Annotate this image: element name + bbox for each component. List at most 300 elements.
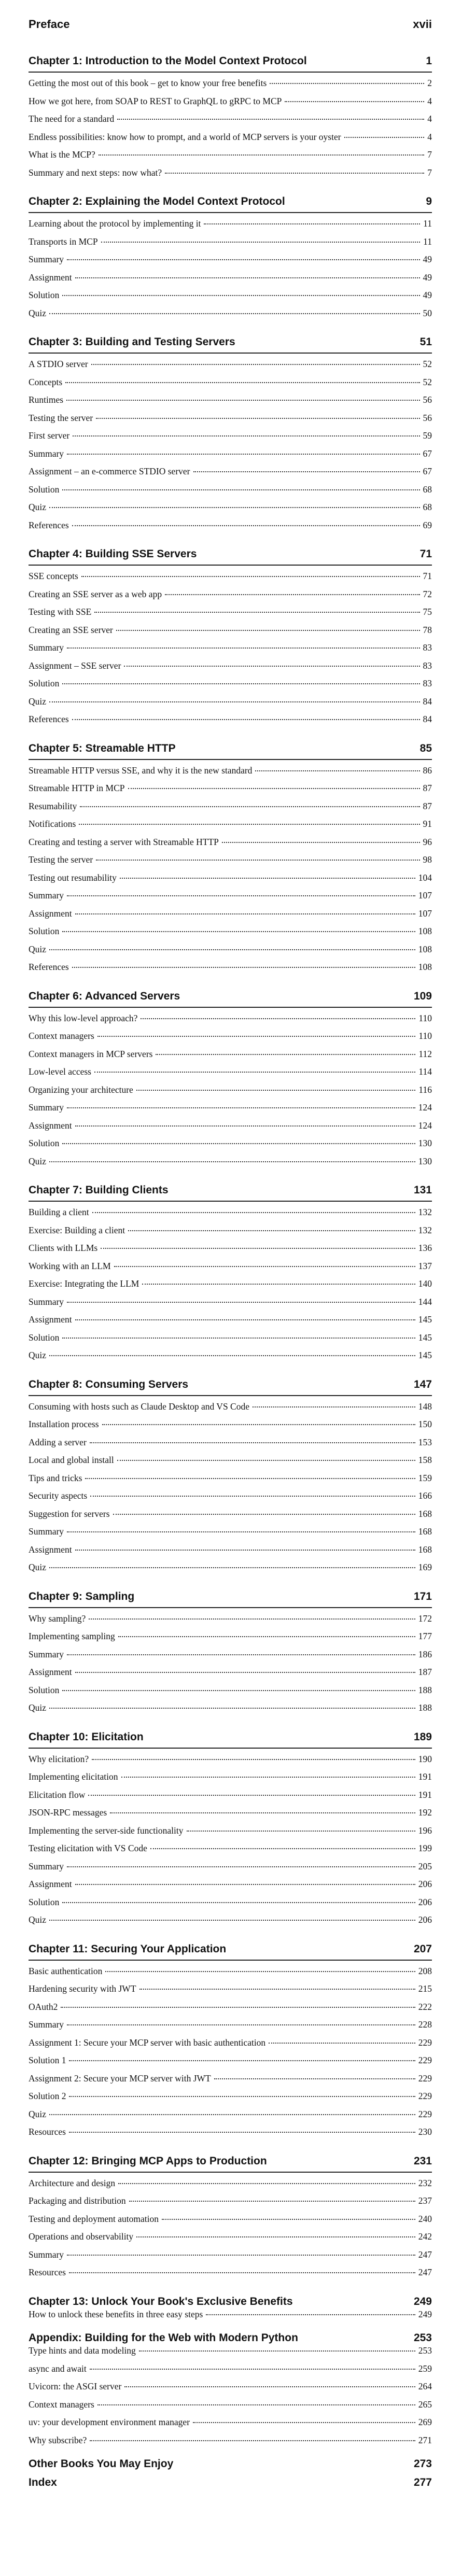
chapter-heading[interactable] <box>29 1378 432 1396</box>
entry-title: Hardening security with JWT <box>29 1983 136 1994</box>
chapter-heading[interactable] <box>29 2458 432 2471</box>
entry-title: Assignment <box>29 272 72 283</box>
entry-title: Getting the most out of this book – get to know your free benefits <box>29 78 267 88</box>
entry-title: Exercise: Integrating the LLM <box>29 1278 139 1289</box>
toc-entry[interactable] <box>29 1278 432 1297</box>
toc-entry[interactable] <box>29 236 432 255</box>
entry-page: 7 <box>427 167 432 178</box>
toc-entry[interactable] <box>29 2267 432 2285</box>
entry-page: 166 <box>418 1490 432 1501</box>
entry-title: Quiz <box>29 1350 47 1360</box>
dot-leader <box>222 842 420 843</box>
toc-entry[interactable] <box>29 1419 432 1437</box>
chapter-section <box>29 1378 432 1580</box>
entry-page: 110 <box>418 1031 432 1041</box>
entry-title: Solution <box>29 678 60 688</box>
chapter-section <box>29 55 432 185</box>
dot-leader <box>97 2404 415 2405</box>
entry-title: Operations and observability <box>29 2231 134 2242</box>
entry-title: Solution 1 <box>29 2055 66 2065</box>
chapter-title: Chapter 7: Building Clients <box>29 1184 169 1196</box>
chapter-title: Chapter 3: Building and Testing Servers <box>29 336 235 348</box>
chapter-title: Chapter 12: Bringing MCP Apps to Production <box>29 2155 267 2167</box>
toc-entry[interactable] <box>29 1790 432 1808</box>
chapter-heading[interactable] <box>29 1184 432 1202</box>
entry-title: What is the MCP? <box>29 149 95 160</box>
dot-leader <box>67 1654 415 1655</box>
toc-entry[interactable] <box>29 2019 432 2037</box>
entry-title: Resumability <box>29 800 77 811</box>
chapter-page: 131 <box>413 1184 432 1196</box>
toc-entry[interactable] <box>29 854 432 872</box>
chapter-heading[interactable] <box>29 1590 432 1608</box>
dot-leader <box>102 1424 415 1425</box>
entry-page: 187 <box>418 1667 432 1677</box>
toc-entry[interactable] <box>29 114 432 132</box>
toc-entry[interactable] <box>29 1401 432 1419</box>
toc-entry[interactable] <box>29 2381 432 2399</box>
entry-page: 168 <box>418 1544 432 1555</box>
entry-title: Solution <box>29 1684 60 1695</box>
toc-entry[interactable] <box>29 484 432 502</box>
toc-entry[interactable] <box>29 1807 432 1825</box>
toc-entry[interactable] <box>29 430 432 448</box>
toc-entry[interactable] <box>29 2214 432 2232</box>
dot-leader <box>90 1442 415 1443</box>
toc-entry[interactable] <box>29 783 432 801</box>
toc-entry[interactable] <box>29 642 432 660</box>
toc-entry[interactable] <box>29 2002 432 2020</box>
entry-title: Assignment <box>29 1879 72 1889</box>
toc-entry[interactable] <box>29 359 432 377</box>
toc-entry[interactable] <box>29 1049 432 1067</box>
dot-leader <box>49 1355 415 1356</box>
entry-title: Context managers in MCP servers <box>29 1048 153 1059</box>
toc-entry[interactable] <box>29 2399 432 2417</box>
entry-title: Solution <box>29 484 60 495</box>
entry-title: Assignment – SSE server <box>29 660 121 671</box>
toc-entry[interactable] <box>29 290 432 308</box>
toc-entry[interactable] <box>29 890 432 908</box>
dot-leader <box>62 1143 415 1144</box>
toc-entry[interactable] <box>29 962 432 980</box>
entry-title: Assignment – an e-commerce STDIO server <box>29 466 190 476</box>
toc-entry[interactable] <box>29 1966 432 1984</box>
entry-title: Uvicorn: the ASGI server <box>29 2381 122 2391</box>
toc-entry[interactable] <box>29 466 432 484</box>
toc-entry[interactable] <box>29 1473 432 1491</box>
chapter-page: 277 <box>413 2476 432 2488</box>
entry-page: 264 <box>418 2381 432 2391</box>
dot-leader <box>142 1284 415 1285</box>
entry-title: Summary <box>29 1861 64 1871</box>
entry-page: 190 <box>418 1753 432 1764</box>
entry-title: Quiz <box>29 307 47 318</box>
dot-leader <box>75 1125 415 1127</box>
toc-entry[interactable] <box>29 926 432 944</box>
dot-leader <box>121 1777 415 1778</box>
toc-entry[interactable] <box>29 2055 432 2073</box>
toc-entry[interactable] <box>29 132 432 150</box>
dot-leader <box>128 788 420 789</box>
toc-entry[interactable] <box>29 607 432 625</box>
toc-entry[interactable] <box>29 1243 432 1261</box>
toc-entry[interactable] <box>29 819 432 837</box>
chapter-section <box>29 2458 432 2471</box>
toc-entry[interactable] <box>29 1861 432 1879</box>
toc-entry[interactable] <box>29 502 432 520</box>
toc-entry[interactable] <box>29 625 432 643</box>
chapter-page: 171 <box>413 1590 432 1602</box>
toc-entry[interactable] <box>29 1897 432 1915</box>
entry-title: Summary <box>29 1649 64 1659</box>
dot-leader <box>80 806 419 807</box>
entry-page: 192 <box>418 1807 432 1818</box>
entry-page: 98 <box>423 854 432 865</box>
table-of-contents <box>29 55 432 2490</box>
entry-page: 137 <box>418 1260 432 1271</box>
dot-leader <box>49 313 419 314</box>
dot-leader <box>118 2183 415 2184</box>
toc-entry[interactable] <box>29 1207 432 1225</box>
chapter-section <box>29 990 432 1174</box>
entry-page: 168 <box>418 1526 432 1537</box>
dot-leader <box>113 1514 415 1515</box>
toc-entry[interactable] <box>29 1544 432 1563</box>
entry-page: 237 <box>418 2195 432 2206</box>
dot-leader <box>67 1866 415 1867</box>
toc-entry[interactable] <box>29 2127 432 2145</box>
toc-entry[interactable] <box>29 696 432 714</box>
entry-title: Testing the server <box>29 412 93 423</box>
toc-entry[interactable] <box>29 589 432 607</box>
chapter-heading[interactable] <box>29 2296 432 2309</box>
entry-page: 169 <box>418 1562 432 1572</box>
entry-title: References <box>29 962 69 972</box>
toc-entry[interactable] <box>29 520 432 538</box>
toc-entry[interactable] <box>29 1631 432 1649</box>
chapter-heading[interactable] <box>29 1731 432 1749</box>
entry-title: Context managers <box>29 2399 94 2410</box>
toc-entry[interactable] <box>29 308 432 326</box>
dot-leader <box>67 1107 415 1108</box>
entry-title: Tips and tricks <box>29 1472 82 1483</box>
toc-entry[interactable] <box>29 571 432 589</box>
entry-page: 112 <box>418 1048 432 1059</box>
toc-entry[interactable] <box>29 2091 432 2109</box>
entry-page: 145 <box>418 1350 432 1360</box>
toc-entry[interactable] <box>29 1702 432 1721</box>
dot-leader <box>110 1812 415 1813</box>
entry-page: 215 <box>418 1983 432 1994</box>
toc-entry[interactable] <box>29 1031 432 1049</box>
entry-title: Solution <box>29 926 60 936</box>
entry-page: 130 <box>418 1138 432 1148</box>
toc-entry[interactable] <box>29 2231 432 2249</box>
chapter-page: 9 <box>426 195 432 207</box>
entry-page: 91 <box>423 819 432 829</box>
entry-title: Clients with LLMs <box>29 1243 98 1253</box>
dot-leader <box>120 878 415 879</box>
chapter-title: Chapter 9: Sampling <box>29 1590 135 1602</box>
chapter-page: 273 <box>413 2458 432 2470</box>
dot-leader <box>99 154 424 156</box>
toc-entry[interactable] <box>29 1350 432 1368</box>
chapter-section <box>29 2332 432 2453</box>
toc-entry[interactable] <box>29 2195 432 2214</box>
entry-page: 87 <box>423 783 432 793</box>
entry-title: Suggestion for servers <box>29 1508 110 1519</box>
entry-title: Quiz <box>29 944 47 954</box>
chapter-heading[interactable] <box>29 548 432 566</box>
entry-title: References <box>29 714 69 724</box>
dot-leader <box>49 701 419 702</box>
toc-entry[interactable] <box>29 801 432 819</box>
toc-entry[interactable] <box>29 1085 432 1103</box>
chapter-heading[interactable] <box>29 742 432 760</box>
toc-entry[interactable] <box>29 167 432 186</box>
toc-entry[interactable] <box>29 1754 432 1772</box>
toc-entry[interactable] <box>29 944 432 962</box>
dot-leader <box>67 259 419 260</box>
dot-leader <box>136 1090 416 1091</box>
toc-entry[interactable] <box>29 1685 432 1703</box>
chapter-heading[interactable] <box>29 195 432 213</box>
entry-page: 158 <box>418 1455 432 1465</box>
dot-leader <box>72 967 415 968</box>
toc-entry[interactable] <box>29 1613 432 1631</box>
entry-title: Testing out resumability <box>29 872 117 883</box>
entry-page: 188 <box>418 1702 432 1713</box>
toc-entry[interactable] <box>29 254 432 272</box>
toc-entry[interactable] <box>29 2309 432 2327</box>
chapter-section <box>29 1731 432 1933</box>
entry-title: Creating an SSE server as a web app <box>29 588 162 599</box>
entry-title: Why this low-level approach? <box>29 1012 138 1023</box>
dot-leader <box>75 1550 415 1551</box>
toc-entry[interactable] <box>29 2249 432 2268</box>
entry-page: 67 <box>423 466 432 476</box>
entry-title: Summary <box>29 254 64 264</box>
toc-entry[interactable] <box>29 714 432 732</box>
entry-title: Why subscribe? <box>29 2434 87 2445</box>
toc-entry[interactable] <box>29 448 432 467</box>
chapter-section <box>29 195 432 326</box>
toc-entry[interactable] <box>29 1879 432 1897</box>
entry-page: 4 <box>427 114 432 124</box>
dot-leader <box>62 489 419 490</box>
toc-entry[interactable] <box>29 413 432 431</box>
toc-entry[interactable] <box>29 1490 432 1509</box>
toc-entry[interactable] <box>29 2345 432 2363</box>
entry-title: Exercise: Building a client <box>29 1224 125 1235</box>
toc-entry[interactable] <box>29 1437 432 1455</box>
toc-entry[interactable] <box>29 377 432 395</box>
dot-leader <box>67 1531 415 1532</box>
chapter-heading[interactable] <box>29 2476 432 2490</box>
toc-entry[interactable] <box>29 1102 432 1120</box>
toc-entry[interactable] <box>29 1066 432 1085</box>
entry-page: 148 <box>418 1401 432 1412</box>
toc-entry[interactable] <box>29 1915 432 1933</box>
dot-leader <box>67 1302 415 1303</box>
entry-title: Why elicitation? <box>29 1753 89 1764</box>
dot-leader <box>62 683 419 684</box>
entry-title: Creating an SSE server <box>29 624 113 635</box>
dot-leader <box>129 2201 415 2202</box>
entry-page: 136 <box>418 1243 432 1253</box>
toc-entry[interactable] <box>29 1667 432 1685</box>
dot-leader <box>73 435 419 437</box>
entry-page: 96 <box>423 836 432 847</box>
toc-entry[interactable] <box>29 272 432 290</box>
toc-entry[interactable] <box>29 837 432 855</box>
toc-entry[interactable] <box>29 1509 432 1527</box>
toc-entry[interactable] <box>29 908 432 926</box>
toc-entry[interactable] <box>29 2109 432 2127</box>
preface-heading[interactable] <box>29 0 432 39</box>
chapter-heading[interactable] <box>29 55 432 73</box>
entry-title: JSON-RPC messages <box>29 1807 107 1818</box>
toc-entry[interactable] <box>29 2178 432 2196</box>
dot-leader <box>92 1212 415 1213</box>
entry-title: Testing with SSE <box>29 607 92 617</box>
dot-leader <box>214 2078 415 2079</box>
entry-title: Quiz <box>29 502 47 512</box>
entry-title: Building a client <box>29 1207 89 1217</box>
entry-page: 84 <box>423 696 432 707</box>
chapter-page: 189 <box>413 1730 432 1743</box>
entry-page: 199 <box>418 1843 432 1853</box>
dot-leader <box>344 137 425 138</box>
dot-leader <box>136 2236 415 2237</box>
chapter-page: 253 <box>413 2332 432 2344</box>
entry-page: 232 <box>418 2177 432 2188</box>
dot-leader <box>69 2132 415 2133</box>
entry-title: Assignment <box>29 1120 72 1131</box>
entry-page: 242 <box>418 2231 432 2242</box>
entry-page: 108 <box>418 944 432 954</box>
dot-leader <box>124 666 419 667</box>
chapter-page: 231 <box>413 2155 432 2167</box>
entry-page: 84 <box>423 714 432 724</box>
toc-entry[interactable] <box>29 1983 432 2002</box>
entry-page: 4 <box>427 131 432 142</box>
entry-title: Quiz <box>29 1702 47 1713</box>
entry-title: Adding a server <box>29 1437 87 1447</box>
entry-page: 208 <box>418 1965 432 1976</box>
chapter-title: Chapter 8: Consuming Servers <box>29 1378 189 1390</box>
chapter-heading[interactable] <box>29 2332 432 2345</box>
chapter-page: 109 <box>413 990 432 1002</box>
toc-entry[interactable] <box>29 1825 432 1843</box>
entry-page: 271 <box>418 2434 432 2445</box>
toc-entry[interactable] <box>29 96 432 114</box>
toc-entry[interactable] <box>29 1156 432 1174</box>
chapter-section <box>29 336 432 538</box>
entry-page: 191 <box>418 1789 432 1800</box>
toc-entry[interactable] <box>29 1138 432 1156</box>
entry-page: 140 <box>418 1278 432 1289</box>
entry-title: A STDIO server <box>29 359 88 369</box>
dot-leader <box>187 1831 415 1832</box>
chapter-heading[interactable] <box>29 990 432 1008</box>
entry-page: 230 <box>418 2127 432 2137</box>
entry-title: Basic authentication <box>29 1965 103 1976</box>
chapter-page: 207 <box>413 1942 432 1955</box>
entry-page: 49 <box>423 254 432 264</box>
toc-entry[interactable] <box>29 149 432 167</box>
entry-page: 49 <box>423 290 432 300</box>
toc-entry[interactable] <box>29 2435 432 2453</box>
toc-entry[interactable] <box>29 2037 432 2056</box>
dot-leader <box>193 2422 415 2423</box>
entry-title: Implementing sampling <box>29 1631 115 1641</box>
entry-title: Quiz <box>29 1915 47 1925</box>
toc-entry[interactable] <box>29 872 432 891</box>
toc-entry[interactable] <box>29 2363 432 2382</box>
chapter-heading[interactable] <box>29 2155 432 2173</box>
chapter-title: Chapter 2: Explaining the Model Context Protocol <box>29 195 285 207</box>
toc-entry[interactable] <box>29 1013 432 1031</box>
toc-entry[interactable] <box>29 1843 432 1861</box>
toc-entry[interactable] <box>29 1562 432 1580</box>
toc-entry[interactable] <box>29 1261 432 1279</box>
toc-entry[interactable] <box>29 1314 432 1332</box>
toc-entry[interactable] <box>29 218 432 236</box>
dot-leader <box>75 277 420 278</box>
toc-entry[interactable] <box>29 1120 432 1138</box>
toc-entry[interactable] <box>29 2073 432 2091</box>
dot-leader <box>101 242 421 243</box>
dot-leader <box>206 2314 415 2315</box>
toc-entry[interactable] <box>29 660 432 679</box>
dot-leader <box>116 630 420 631</box>
dot-leader <box>49 1161 415 1162</box>
toc-entry[interactable] <box>29 1297 432 1315</box>
dot-leader <box>89 1618 415 1620</box>
toc-entry[interactable] <box>29 1649 432 1667</box>
toc-entry[interactable] <box>29 1225 432 1243</box>
toc-entry[interactable] <box>29 1771 432 1790</box>
preface-title: Preface <box>29 18 70 31</box>
toc-entry[interactable] <box>29 78 432 96</box>
toc-entry[interactable] <box>29 2417 432 2435</box>
entry-page: 107 <box>418 890 432 900</box>
entry-page: 56 <box>423 412 432 423</box>
toc-entry[interactable] <box>29 1332 432 1350</box>
entry-page: 269 <box>418 2417 432 2427</box>
entry-page: 145 <box>418 1332 432 1343</box>
toc-entry[interactable] <box>29 1526 432 1544</box>
toc-entry[interactable] <box>29 395 432 413</box>
entry-page: 7 <box>427 149 432 160</box>
chapter-heading[interactable] <box>29 1943 432 1961</box>
chapter-heading[interactable] <box>29 336 432 354</box>
entry-page: 172 <box>418 1613 432 1624</box>
entry-page: 50 <box>423 307 432 318</box>
dot-leader <box>96 418 419 419</box>
dot-leader <box>139 2350 415 2352</box>
toc-entry[interactable] <box>29 678 432 696</box>
entry-title: Testing elicitation with VS Code <box>29 1843 147 1853</box>
dot-leader <box>49 2114 415 2115</box>
entry-title: Summary <box>29 1102 64 1113</box>
toc-entry[interactable] <box>29 765 432 783</box>
entry-page: 87 <box>423 800 432 811</box>
toc-entry[interactable] <box>29 1455 432 1473</box>
chapter-section <box>29 1943 432 2145</box>
